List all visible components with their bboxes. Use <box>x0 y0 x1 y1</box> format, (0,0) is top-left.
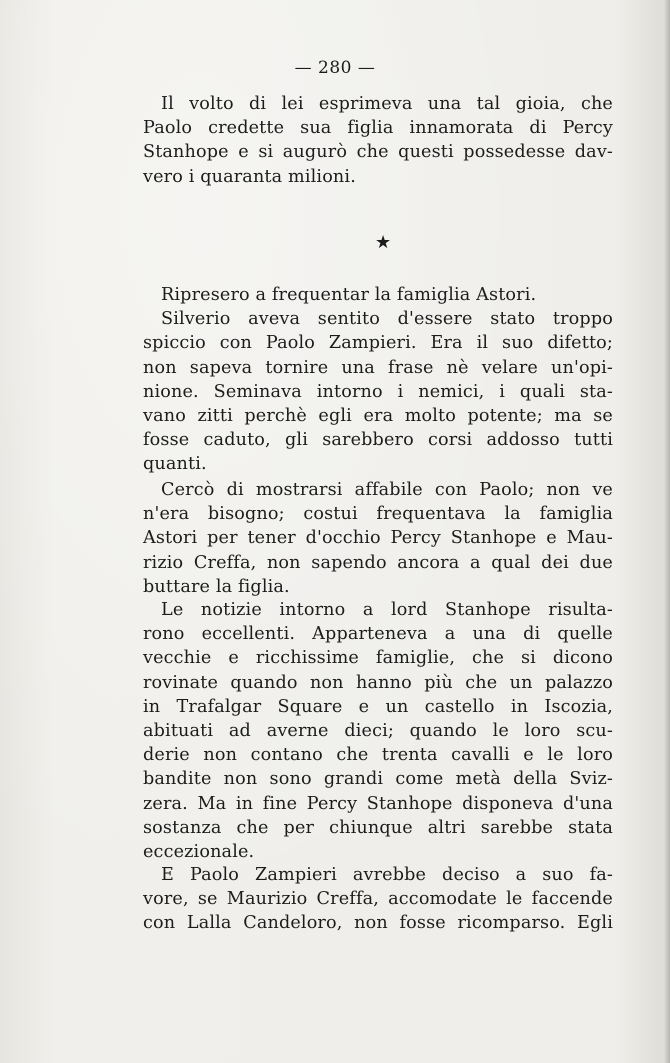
text-line: Silverio aveva sentito d'essere stato troppo <box>161 309 613 330</box>
text-line: quanti. <box>143 454 207 475</box>
section-break-star-ornament: ★ <box>375 232 392 253</box>
text-line: vero i quaranta milioni. <box>143 166 356 187</box>
text-line: Le notizie intorno a lord Stanhope risulta- <box>161 600 613 620</box>
text-line: nione. Seminava intorno i nemici, i quali sta- <box>143 381 613 402</box>
paragraph-1 <box>143 92 613 189</box>
paragraph-5 <box>143 863 613 936</box>
text-line: Paolo credette sua figlia innamorata di Percy <box>143 118 613 139</box>
text-line: abituati ad averne dieci; quando le loro scu- <box>143 720 613 741</box>
paragraph-2 <box>143 283 613 477</box>
text-line: vore, se Maurizio Creffa, accomodate le faccende <box>143 889 613 910</box>
text-line: eccezionale. <box>143 841 255 862</box>
text-line: n'era bisogno; costui frequentava la famiglia <box>143 504 613 525</box>
paragraph-3 <box>143 478 613 599</box>
text-line: con Lalla Candeloro, non fosse ricomparso. Egli <box>143 913 613 934</box>
text-line: bandite non sono grandi come metà della Sviz- <box>143 769 613 790</box>
text-line: derie non contano che trenta cavalli e le loro <box>143 745 613 766</box>
text-line: vano zitti perchè egli era molto potente; ma se <box>143 405 613 426</box>
text-line: rono eccellenti. Apparteneva a una di quelle <box>143 624 613 645</box>
page-edge-shadow <box>664 0 670 1063</box>
text-line: Cercò di mostrarsi affabile con Paolo; non ve <box>161 480 613 500</box>
text-line: fosse caduto, gli sarebbero corsi addosso tutti <box>143 430 613 451</box>
text-line: vecchie e ricchissime famiglie, che si dicono <box>143 648 613 669</box>
text-line: in Trafalgar Square e un castello in Iscozia, <box>143 696 613 717</box>
text-line: sostanza che per chiunque altri sarebbe stata <box>143 817 613 838</box>
text-line: Astori per tener d'occhio Percy Stanhope e Mau- <box>143 528 613 549</box>
text-line: rizio Creffa, non sapendo ancora a qual dei due <box>143 552 613 573</box>
text-line: non sapeva tornire una frase nè velare un'opi- <box>143 357 613 378</box>
paragraph-4 <box>143 598 613 864</box>
text-line: Ripresero a frequentar la famiglia Astori. <box>161 285 537 305</box>
text-line: Il volto di lei esprimeva una tal gioia, che <box>161 94 613 114</box>
text-line: zera. Ma in fine Percy Stanhope disponeva d'una <box>143 793 613 814</box>
text-line: E Paolo Zampieri avrebbe deciso a suo fa- <box>161 865 613 885</box>
text-line: buttare la figlia. <box>143 576 290 597</box>
text-line: spiccio con Paolo Zampieri. Era il suo difetto; <box>143 333 613 354</box>
text-line: rovinate quando non hanno più che un palazzo <box>143 672 613 693</box>
text-line: Stanhope e si augurò che questi possedesse dav- <box>143 142 613 163</box>
page-number: — 280 — <box>294 58 376 78</box>
